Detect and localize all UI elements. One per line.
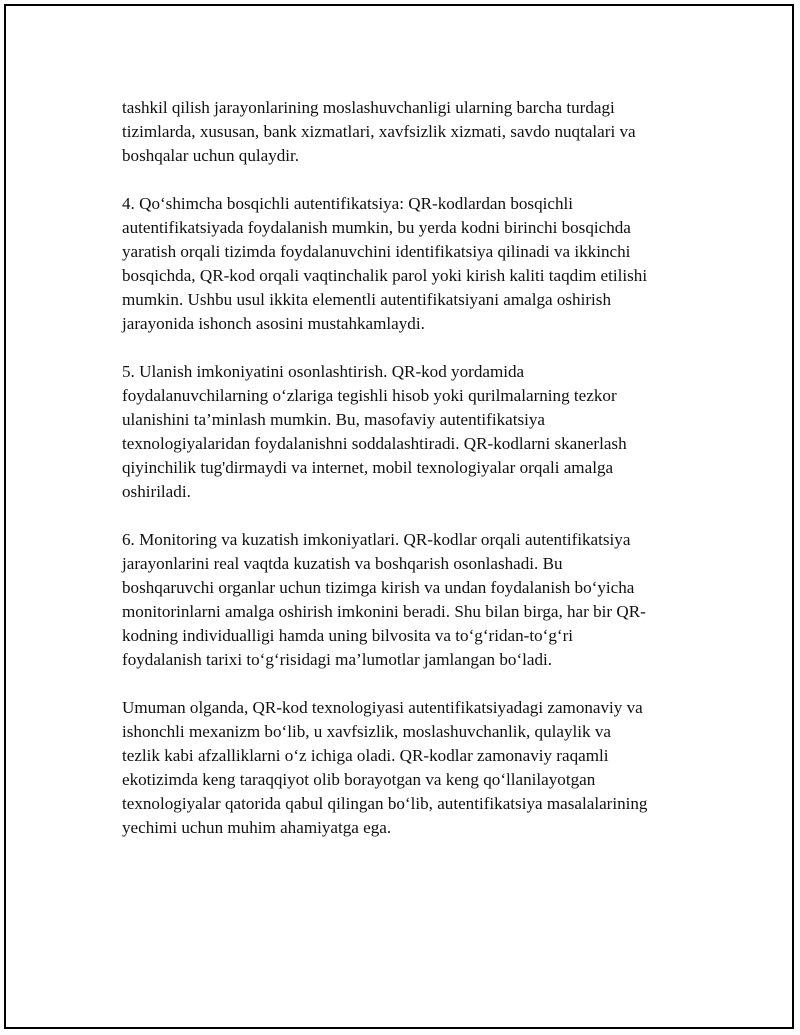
text-line: mumkin. Ushbu usul ikkita elementli autentifikatsiyani amalga oshirish [122,290,611,309]
paragraph-intro-continuation [122,96,702,168]
text-line: 5. Ulanish imkoniyatini osonlashtirish. QR-kod yordamida [122,362,525,381]
text-line: tezlik kabi afzalliklarni o‘z ichiga oladi. QR-kodlar zamonaviy raqamli [122,746,609,765]
paragraph-multi-step-authentication [122,192,702,336]
page-frame [4,4,794,1029]
text-line: ishonchli mexanizm bo‘lib, u xavfsizlik, moslashuvchanlik, qulaylik va [122,722,611,741]
text-line: tizimlarda, xususan, bank xizmatlari, xavfsizlik xizmati, savdo nuqtalari va [122,122,636,141]
paragraph-conclusion [122,696,702,840]
text-line: foydalanish tarixi to‘g‘risidagi ma’lumotlar jamlangan bo‘ladi. [122,650,553,669]
text-line: yechimi uchun muhim ahamiyatga ega. [122,818,392,837]
text-line: Umuman olganda, QR-kod texnologiyasi autentifikatsiyadagi zamonaviy va [122,698,643,717]
text-line: 4. Qo‘shimcha bosqichli autentifikatsiya: QR-kodlardan bosqichli [122,194,573,213]
text-line: boshqaruvchi organlar uchun tizimga kirish va undan foydalanish bo‘yicha [122,578,635,597]
text-line: monitorinlarni amalga oshirish imkonini beradi. Shu bilan birga, har bir QR- [122,602,646,621]
text-line: boshqalar uchun qulaydir. [122,146,300,165]
text-line: ekotizimda keng taraqqiyot olib borayotgan va keng qo‘llanilayotgan [122,770,596,789]
text-line: tashkil qilish jarayonlarining moslashuvchanligi ularning barcha turdagi [122,98,615,117]
text-line: qiyinchilik tug'dirmaydi va internet, mobil texnologiyalar orqali amalga [122,458,614,477]
paragraph-connection-simplification [122,360,702,504]
text-line: ulanishini ta’minlash mumkin. Bu, masofaviy autentifikatsiya [122,410,546,429]
document-body [122,96,702,864]
paragraph-monitoring [122,528,702,672]
text-line: autentifikatsiyada foydalanish mumkin, bu yerda kodni birinchi bosqichda [122,218,631,237]
text-line: foydalanuvchilarning o‘zlariga tegishli hisob yoki qurilmalarning tezkor [122,386,617,405]
text-line: jarayonlarini real vaqtda kuzatish va boshqarish osonlashadi. Bu [122,554,563,573]
text-line: oshiriladi. [122,482,191,501]
text-line: bosqichda, QR-kod orqali vaqtinchalik parol yoki kirish kaliti taqdim etilishi [122,266,648,285]
text-line: kodning individualligi hamda uning bilvosita va to‘g‘ridan-to‘g‘ri [122,626,574,645]
text-line: jarayonida ishonch asosini mustahkamlaydi. [122,314,425,333]
text-line: yaratish orqali tizimda foydalanuvchini identifikatsiya qilinadi va ikkinchi [122,242,631,261]
text-line: texnologiyalar qatorida qabul qilingan bo‘lib, autentifikatsiya masalalarining [122,794,648,813]
text-line: texnologiyalaridan foydalanishni soddalashtiradi. QR-kodlarni skanerlash [122,434,627,453]
text-line: 6. Monitoring va kuzatish imkoniyatlari. QR-kodlar orqali autentifikatsiya [122,530,631,549]
